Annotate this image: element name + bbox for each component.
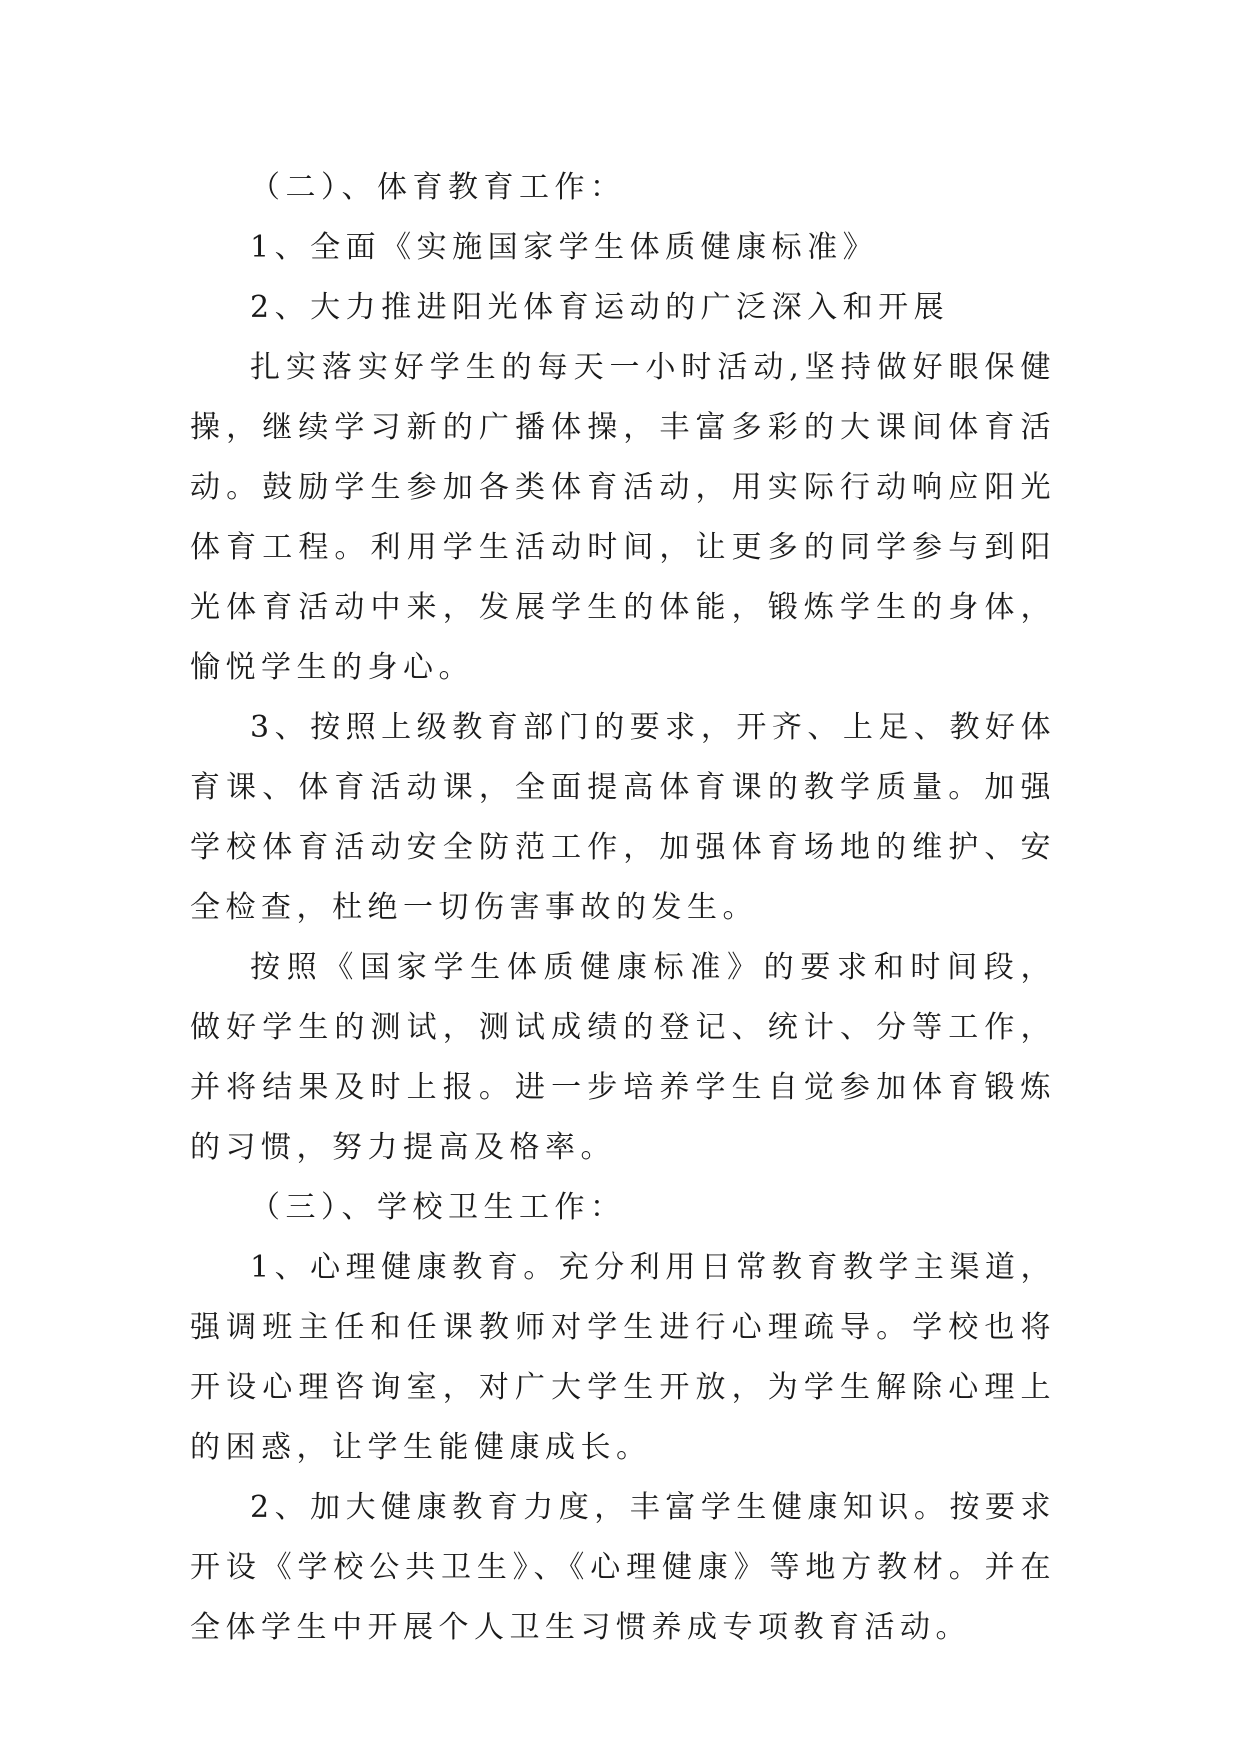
paragraph-health-standard: 按照《国家学生体质健康标准》的要求和时间段，做好学生的测试，测试成绩的登记、统计、分等工作，并将结果及时上报。进一步培养学生自觉参加体育锻炼的习惯，努力提高及格率。 [190, 950, 1056, 1165]
document-body [190, 158, 1056, 1658]
section-heading-sports: （二）、体育教育工作： [250, 170, 626, 205]
paragraph-item-3: 3、按照上级教育部门的要求，开齐、上足、教好体育课、体育活动课，全面提高体育课的教学质量。加强学校体育活动安全防范工作，加强体育场地的维护、安全检查，杜绝一切伤害事故的发生。 [190, 710, 1056, 925]
paragraph-item-2: 2、大力推进阳光体育运动的广泛深入和开展 [250, 290, 950, 325]
section-heading-hygiene: （三）、学校卫生工作： [250, 1190, 626, 1225]
paragraph-item-1: 1、全面《实施国家学生体质健康标准》 [250, 230, 879, 265]
paragraph-sunshine-sports: 扎实落实好学生的每天一小时活动,坚持做好眼保健操，继续学习新的广播体操，丰富多彩的大课间体育活动。鼓励学生参加各类体育活动，用实际行动响应阳光体育工程。利用学生活动时间，让更多的同学参与到阳光体育活动中来，发展学生的体能，锻炼学生的身体，愉悦学生的身心。 [190, 350, 1056, 685]
paragraph-mental-health: 1、心理健康教育。充分利用日常教育教学主渠道，强调班主任和任课教师对学生进行心理疏导。学校也将开设心理咨询室，对广大学生开放，为学生解除心理上的困惑，让学生能健康成长。 [190, 1250, 1056, 1465]
paragraph-health-education: 2、加大健康教育力度，丰富学生健康知识。按要求开设《学校公共卫生》、《心理健康》等地方教材。并在全体学生中开展个人卫生习惯养成专项教育活动。 [190, 1490, 1056, 1645]
